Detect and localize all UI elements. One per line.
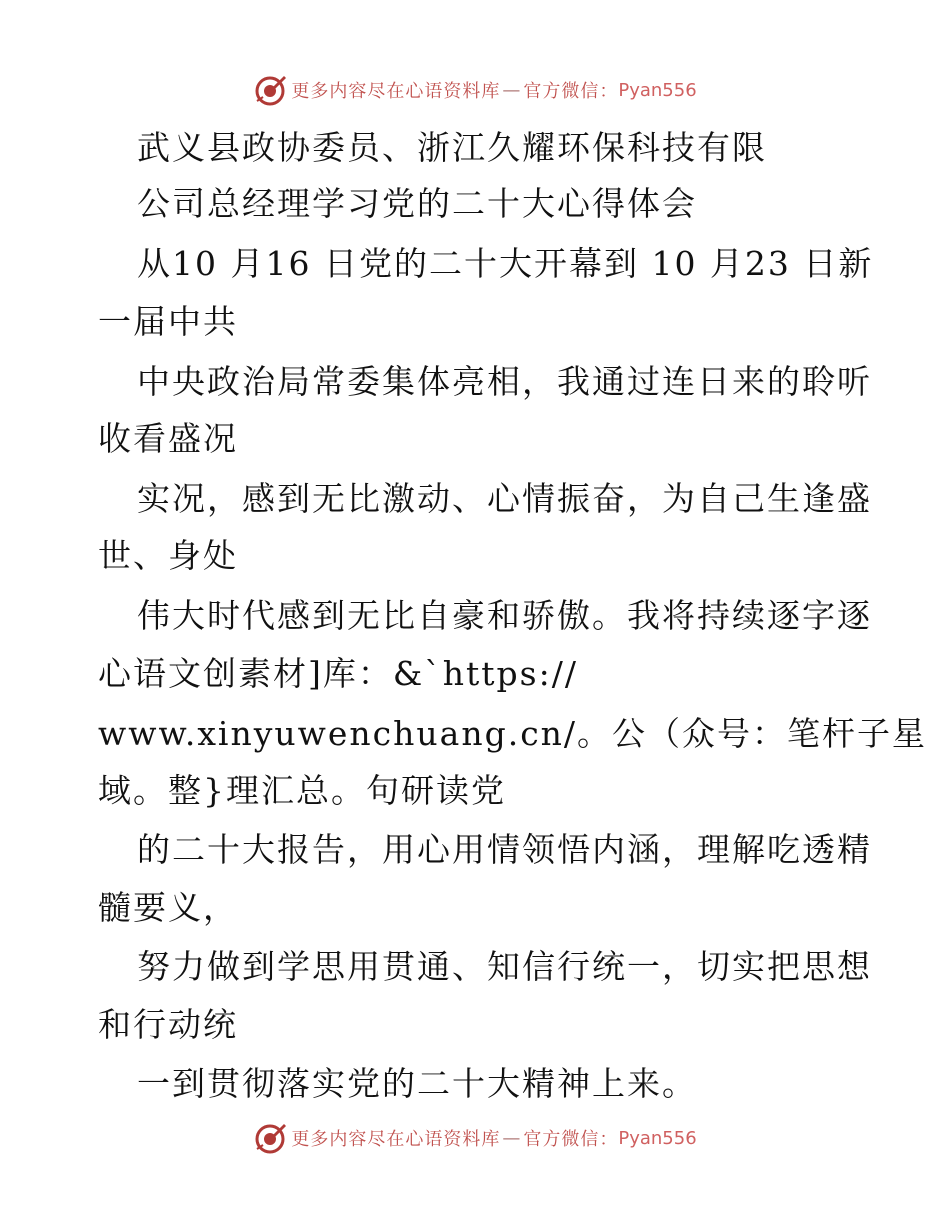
pen-logo-icon: [253, 1121, 287, 1155]
text-line: 域。整}理汇总。句研读党: [98, 771, 506, 810]
text-line: 武义县政协委员、浙江久耀环保科技有限: [137, 128, 767, 167]
watermark-separator: —: [502, 1127, 522, 1149]
watermark-wechat-id: Pyan556: [618, 1127, 697, 1149]
watermark-label: 官方微信：: [523, 1129, 619, 1150]
text-line: 中央政治局常委集体亮相，我通过连日来的聆听: [137, 362, 872, 401]
watermark-text: 更多内容尽在心语资料库: [291, 81, 501, 102]
text-line: 伟大时代感到无比自豪和骄傲。我将持续逐字逐: [137, 596, 872, 635]
footer-watermark: [0, 1118, 950, 1158]
watermark-text: 更多内容尽在心语资料库: [291, 1129, 501, 1150]
text-line: 公司总经理学习党的二十大心得体会: [137, 184, 697, 223]
text-line: 一到贯彻落实党的二十大精神上来。: [137, 1064, 697, 1103]
text-line: 心语文创素材]库：&`https://: [98, 654, 578, 693]
text-line: 世、身处: [98, 536, 238, 575]
text-line: 实况，感到无比激动、心情振奋，为自己生逢盛: [137, 479, 872, 518]
text-line: 努力做到学思用贯通、知信行统一，切实把思想: [137, 947, 872, 986]
text-line: 收看盛况: [98, 419, 238, 458]
pen-logo-icon: [253, 73, 287, 107]
text-line: 从10 月16 日党的二十大开幕到 10 月23 日新: [137, 244, 874, 283]
header-watermark: [0, 70, 950, 110]
watermark-label: 官方微信：: [523, 81, 619, 102]
text-line: 一届中共: [98, 302, 238, 341]
text-line: www.xinyuwenchuang.cn/。公（众号：笔杆子星: [98, 714, 928, 753]
text-line: 的二十大报告，用心用情领悟内涵，理解吃透精: [137, 830, 872, 869]
watermark-separator: —: [502, 79, 522, 101]
text-line: 和行动统: [98, 1005, 238, 1044]
watermark-wechat-id: Pyan556: [618, 79, 697, 101]
text-line: 髓要义，: [98, 888, 238, 927]
